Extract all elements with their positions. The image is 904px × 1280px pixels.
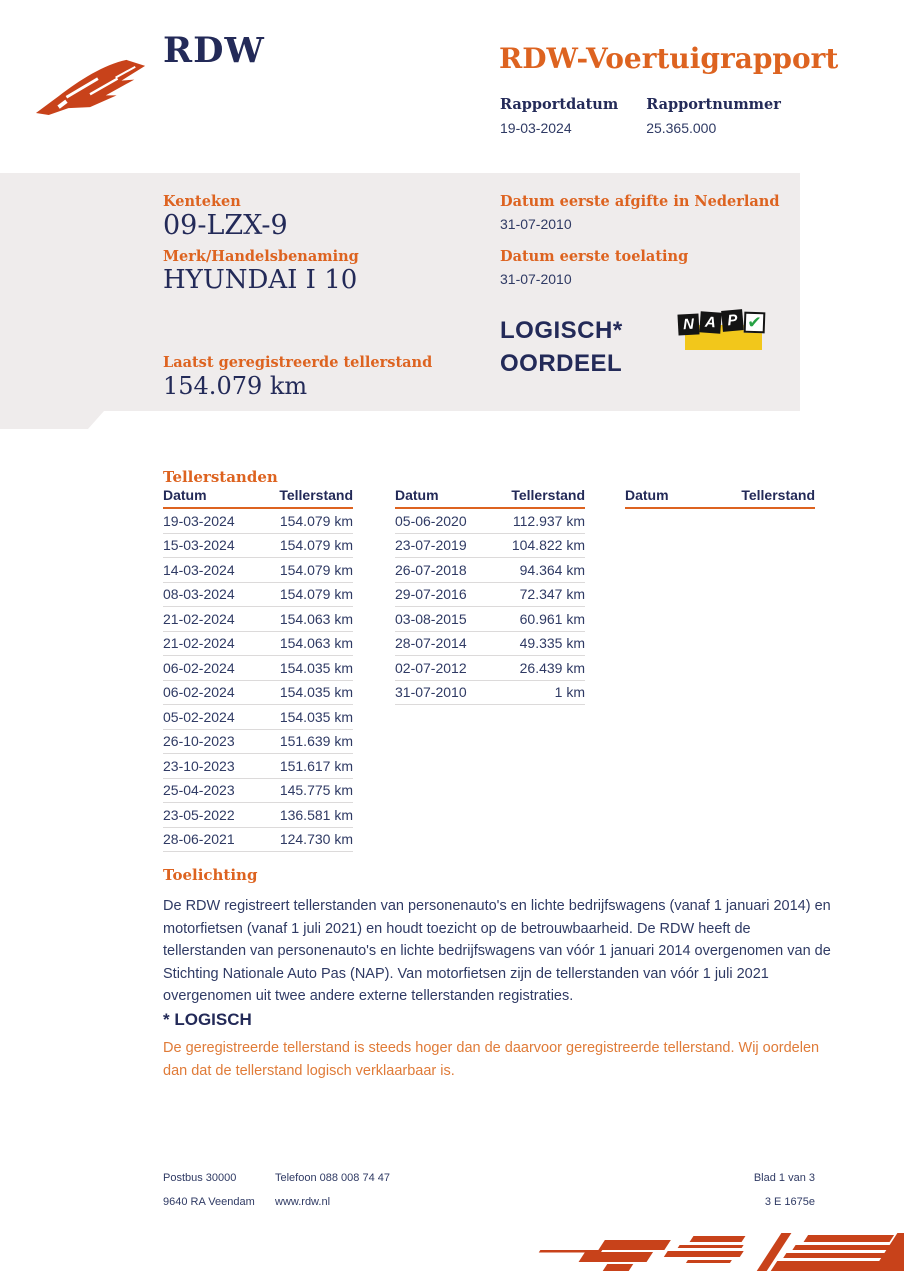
report-number-label: Rapportnummer — [646, 96, 781, 113]
row-tellerstand: 154.079 km — [279, 586, 353, 603]
row-tellerstand: 151.639 km — [279, 733, 353, 750]
table-row — [163, 558, 353, 583]
row-datum: 05-06-2020 — [395, 512, 467, 529]
vehicle-summary-panel — [0, 173, 800, 429]
table-row — [395, 583, 585, 608]
row-tellerstand: 1 km — [554, 684, 585, 701]
row-datum: 02-07-2012 — [395, 659, 467, 676]
row-tellerstand: 154.035 km — [279, 708, 353, 725]
afgifte-value: 31-07-2010 — [500, 216, 572, 232]
tellerstanden-table-1 — [163, 487, 353, 852]
nap-letter-p: P — [721, 309, 744, 332]
row-datum: 23-10-2023 — [163, 757, 235, 774]
column-header-datum: Datum — [163, 487, 207, 503]
report-meta — [500, 96, 809, 136]
row-tellerstand: 154.079 km — [279, 537, 353, 554]
row-datum: 23-05-2022 — [163, 806, 235, 823]
row-tellerstand: 151.617 km — [279, 757, 353, 774]
table-row — [163, 509, 353, 534]
page-title: RDW-Voertuigrapport — [499, 42, 839, 75]
toelichting-paragraph: De RDW registreert tellerstanden van personenauto's en lichte bedrijfswagens (vanaf 1 januari 2014) en motorfietsen (vanaf 1 juli 2021) en houdt toezicht op de betrouwbaarheid. De RDW heeft de tellerstanden van personenauto's en lichte bedrijfswagens van vóór 1 januari 2014 overgenomen van de Stichting Nationale Auto Pas (NAP). Van motorfietsen zijn de tellerstanden van vóór 1 juli 2021 overgenomen uit twee andere externe tellerstanden registraties. — [163, 898, 831, 1004]
row-tellerstand: 154.063 km — [279, 635, 353, 652]
table-row — [395, 681, 585, 706]
footer-page-number: Blad 1 van 3 — [753, 1172, 815, 1184]
tellerstanden-table-3 — [625, 487, 815, 509]
laatste-tellerstand-label: Laatst geregistreerde tellerstand — [163, 354, 433, 371]
row-datum: 28-07-2014 — [395, 635, 467, 652]
toelating-label: Datum eerste toelating — [500, 248, 689, 265]
row-datum: 15-03-2024 — [163, 537, 235, 554]
table-row — [163, 779, 353, 804]
kenteken-label: Kenteken — [163, 193, 241, 210]
oordeel-line2: OORDEEL — [500, 350, 623, 377]
table-row — [395, 534, 585, 559]
row-tellerstand: 154.079 km — [279, 561, 353, 578]
table-row — [395, 632, 585, 657]
logisch-paragraph: De geregistreerde tellerstand is steeds hoger dan de daarvoor geregistreerde tellerstand. Wij oordelen dan dat de tellerstand logisch verklaarbaar is. — [163, 1040, 820, 1079]
table-row — [163, 534, 353, 559]
merk-value: HYUNDAI I 10 — [163, 265, 358, 295]
nap-logo — [676, 312, 768, 356]
rdw-feather-logo-icon — [33, 52, 151, 123]
row-datum: 26-07-2018 — [395, 561, 467, 578]
row-datum: 06-02-2024 — [163, 659, 235, 676]
toelating-value: 31-07-2010 — [500, 271, 572, 287]
table-row — [163, 607, 353, 632]
tellerstanden-table-2 — [395, 487, 585, 705]
row-tellerstand: 104.822 km — [511, 537, 585, 554]
row-tellerstand: 145.775 km — [279, 782, 353, 799]
column-header-datum: Datum — [395, 487, 439, 503]
report-date-value: 19-03-2024 — [500, 120, 572, 136]
toelichting-heading: Toelichting — [163, 866, 258, 884]
row-datum: 31-07-2010 — [395, 684, 467, 701]
merk-label: Merk/Handelsbenaming — [163, 248, 359, 265]
report-number-value: 25.365.000 — [646, 120, 717, 136]
row-tellerstand: 136.581 km — [279, 806, 353, 823]
table-row — [163, 828, 353, 853]
logisch-heading: * LOGISCH — [163, 1010, 252, 1029]
row-tellerstand: 154.063 km — [279, 610, 353, 627]
report-date-label: Rapportdatum — [500, 96, 619, 113]
footer-website-link: www.rdw.nl — [275, 1196, 331, 1208]
row-datum: 29-07-2016 — [395, 586, 467, 603]
column-header-datum: Datum — [625, 487, 669, 503]
column-header-tellerstand: Tellerstand — [511, 487, 585, 503]
row-datum: 21-02-2024 — [163, 635, 235, 652]
column-header-tellerstand: Tellerstand — [741, 487, 815, 503]
table-row — [163, 754, 353, 779]
row-tellerstand: 94.364 km — [519, 561, 585, 578]
row-datum: 21-02-2024 — [163, 610, 235, 627]
nap-letter-a: A — [699, 311, 721, 333]
table-row — [163, 730, 353, 755]
table-header — [625, 487, 815, 509]
table-row — [395, 558, 585, 583]
row-datum: 06-02-2024 — [163, 684, 235, 701]
row-datum: 28-06-2021 — [163, 831, 235, 848]
row-datum: 05-02-2024 — [163, 708, 235, 725]
table-row — [395, 509, 585, 534]
row-tellerstand: 124.730 km — [279, 831, 353, 848]
tellerstanden-heading: Tellerstanden — [163, 468, 278, 486]
row-tellerstand: 26.439 km — [519, 659, 585, 676]
table-row — [395, 607, 585, 632]
table-header — [163, 487, 353, 509]
row-datum: 23-07-2019 — [395, 537, 467, 554]
table-row — [163, 656, 353, 681]
nap-checkmark-icon: ✔ — [744, 312, 766, 334]
report-date-block — [500, 96, 618, 136]
table-row — [163, 705, 353, 730]
rdw-stripes-graphic-icon — [512, 1229, 904, 1280]
row-datum: 14-03-2024 — [163, 561, 235, 578]
table-row — [163, 583, 353, 608]
row-tellerstand: 154.035 km — [279, 684, 353, 701]
row-datum: 25-04-2023 — [163, 782, 235, 799]
table-row — [163, 632, 353, 657]
kenteken-value: 09-LZX-9 — [163, 210, 288, 241]
footer-plaats: 9640 RA Veendam — [163, 1196, 255, 1208]
row-datum: 08-03-2024 — [163, 586, 235, 603]
table-header — [395, 487, 585, 509]
row-datum: 26-10-2023 — [163, 733, 235, 750]
rdw-logo-text: RDW — [163, 30, 265, 71]
nap-letter-n: N — [677, 313, 699, 335]
oordeel-text — [500, 314, 623, 380]
afgifte-label: Datum eerste afgifte in Nederland — [500, 193, 780, 210]
row-datum: 19-03-2024 — [163, 512, 235, 529]
row-tellerstand: 154.035 km — [279, 659, 353, 676]
footer-postbus: Postbus 30000 — [163, 1172, 237, 1184]
row-tellerstand: 154.079 km — [279, 512, 353, 529]
table-row — [163, 803, 353, 828]
footer-telefoon: Telefoon 088 008 74 47 — [275, 1172, 390, 1184]
table-row — [163, 681, 353, 706]
row-tellerstand: 72.347 km — [519, 586, 585, 603]
row-tellerstand: 49.335 km — [519, 635, 585, 652]
row-tellerstand: 112.937 km — [512, 512, 585, 529]
table-row — [395, 656, 585, 681]
laatste-tellerstand-value: 154.079 km — [163, 372, 308, 400]
column-header-tellerstand: Tellerstand — [279, 487, 353, 503]
footer-document-code: 3 E 1675e — [764, 1196, 815, 1208]
row-tellerstand: 60.961 km — [519, 610, 585, 627]
oordeel-line1: LOGISCH* — [500, 317, 623, 344]
row-datum: 03-08-2015 — [395, 610, 467, 627]
report-number-block — [646, 96, 781, 136]
